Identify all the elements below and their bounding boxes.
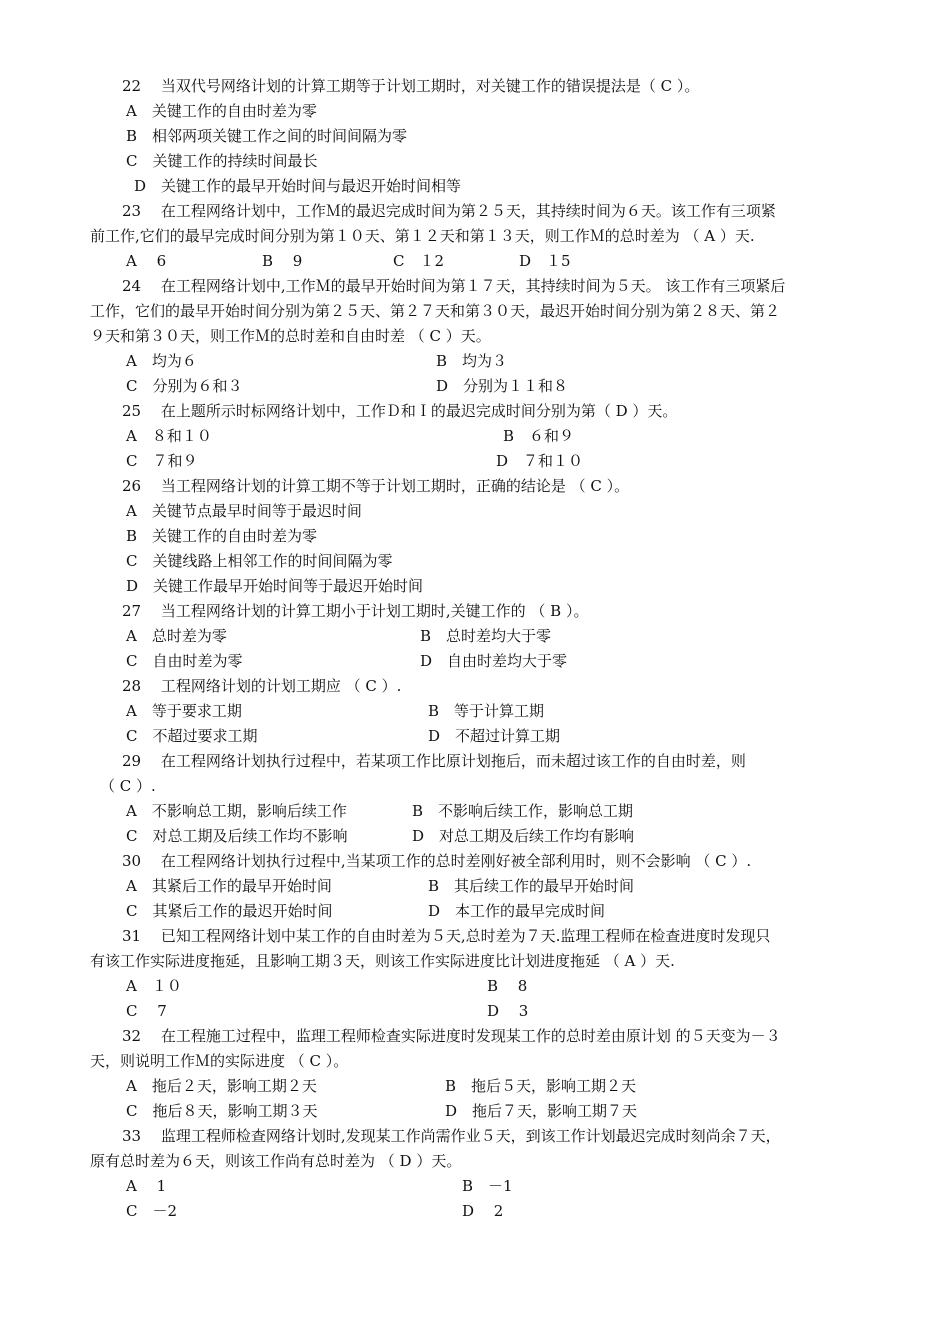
question-22-option-a: A 关键工作的自由时差为零: [126, 102, 317, 120]
question-33-option-b: B －1: [462, 1177, 513, 1195]
question-23-option-d: D １5: [519, 252, 571, 270]
question-26-option-b: B 关键工作的自由时差为零: [126, 527, 318, 545]
question-24-stem-line-1: 24 在工程网络计划中,工作Ｍ的最早开始时间为第１７天，其持续时间为５天。 该工作有三项紧后: [122, 277, 786, 295]
question-26-stem: 26 当工程网络计划的计算工期不等于计划工期时，正确的结论是 （ C ）。: [122, 477, 630, 495]
question-23-option-c: C １2: [393, 252, 445, 270]
question-32-stem-line-1: 32 在工程施工过程中，监理工程师检查实际进度时发现某工作的总时差由原计划 的５天变为－３: [122, 1027, 781, 1045]
question-33-stem-line-2: 原有总时差为６天，则该工作尚有总时差为 （ D ）天。: [90, 1152, 462, 1170]
question-25-option-d: D ７和１０: [496, 452, 584, 470]
question-30-stem: 30 在工程网络计划执行过程中,当某项工作的总时差刚好被全部利用时，则不会影响 （ C ）.: [122, 852, 752, 870]
question-26-option-d: D 关键工作最早开始时间等于最迟开始时间: [126, 577, 424, 595]
question-25-option-a: A ８和１０: [126, 427, 212, 445]
question-32-option-a: A 拖后２天，影响工期２天: [126, 1077, 317, 1095]
question-27-stem: 27 当工程网络计划的计算工期小于计划工期时,关键工作的 （ B ）。: [122, 602, 589, 620]
question-31-stem-line-1: 31 已知工程网络计划中某工作的自由时差为５天,总时差为７天.监理工程师在检查进度时发现只: [122, 927, 771, 945]
question-32-option-c: C 拖后８天，影响工期３天: [126, 1102, 318, 1120]
question-32-stem-line-2: 天，则说明工作Ｍ的实际进度 （ C ）。: [90, 1052, 349, 1070]
question-27-option-b: B 总时差均大于零: [420, 627, 552, 645]
question-32-option-b: B 拖后５天，影响工期２天: [445, 1077, 637, 1095]
question-31-stem-line-2: 有该工作实际进度拖延，且影响工期３天，则该工作实际进度比计划进度拖延 （ A ）天.: [90, 952, 675, 970]
question-31-option-a: A １０: [126, 977, 182, 995]
question-24-option-d: D 分别为１１和８: [436, 377, 569, 395]
question-24-option-a: A 均为６: [126, 352, 197, 370]
question-29-option-d: D 对总工期及后续工作均有影响: [412, 827, 635, 845]
question-27-option-a: A 总时差为零: [126, 627, 227, 645]
question-23-stem-line-2: 前工作,它们的最早完成时间分别为第１０天、第１２天和第１３天，则工作Ｍ的总时差为 （ A ）天.: [90, 227, 755, 245]
question-29-option-a: A 不影响总工期，影响后续工作: [126, 802, 347, 820]
question-24-stem-line-2: 工作，它们的最早开始时间分别为第２５天、第２７天和第３０天，最迟开始时间分别为第２８天、第２: [90, 302, 781, 320]
question-28-stem: 28 工程网络计划的计划工期应 （ C ）.: [122, 677, 402, 695]
question-23-option-a: A 6: [126, 252, 167, 270]
question-31-option-d: D 3: [487, 1002, 529, 1020]
question-33-option-c: C －2: [126, 1202, 178, 1220]
question-29-option-b: B 不影响后续工作，影响总工期: [412, 802, 634, 820]
question-29-option-c: C 对总工期及后续工作均不影响: [126, 827, 348, 845]
question-30-option-b: B 其后续工作的最早开始时间: [428, 877, 635, 895]
question-33-option-a: A 1: [126, 1177, 167, 1195]
question-25-option-c: C ７和９: [126, 452, 198, 470]
question-28-option-d: D 不超过计算工期: [428, 727, 561, 745]
question-28-option-a: A 等于要求工期: [126, 702, 242, 720]
question-29-stem-line-1: 29 在工程网络计划执行过程中，若某项工作比原计划拖后，而未超过该工作的自由时差，则: [122, 752, 746, 770]
question-22-option-d: D 关键工作的最早开始时间与最迟开始时间相等: [134, 177, 462, 195]
question-23-option-b: B 9: [262, 252, 303, 270]
question-33-stem-line-1: 33 监理工程师检查网络计划时,发现某工作尚需作业５天，到该工作计划最迟完成时刻尚余７天，: [122, 1127, 781, 1145]
question-22-option-c: C 关键工作的持续时间最长: [126, 152, 318, 170]
question-26-option-a: A 关键节点最早时间等于最迟时间: [126, 502, 362, 520]
question-28-option-c: C 不超过要求工期: [126, 727, 258, 745]
question-24-stem-line-3: ９天和第３０天，则工作Ｍ的总时差和自由时差 （ C ）天。: [90, 327, 491, 345]
question-23-stem-line-1: 23 在工程网络计划中，工作Ｍ的最迟完成时间为第２５天，其持续时间为６天。该工作有三项紧: [122, 202, 776, 220]
question-30-option-a: A 其紧后工作的最早开始时间: [126, 877, 332, 895]
question-27-option-c: C 自由时差为零: [126, 652, 243, 670]
question-33-option-d: D 2: [462, 1202, 504, 1220]
question-31-option-c: C 7: [126, 1002, 167, 1020]
question-22-stem: 22 当双代号网络计划的计算工期等于计划工期时，对关键工作的错误提法是（ C ）。: [122, 77, 700, 95]
question-31-option-b: B 8: [487, 977, 528, 995]
question-27-option-d: D 自由时差均大于零: [420, 652, 568, 670]
question-26-option-c: C 关键线路上相邻工作的时间间隔为零: [126, 552, 393, 570]
question-24-option-b: B 均为３: [436, 352, 508, 370]
question-32-option-d: D 拖后７天，影响工期７天: [445, 1102, 638, 1120]
question-24-option-c: C 分别为６和３: [126, 377, 243, 395]
question-25-option-b: B ６和９: [503, 427, 575, 445]
question-25-stem: 25 在上题所示时标网络计划中，工作Ｄ和Ｉ的最迟完成时间分别为第（ D ）天。: [122, 402, 678, 420]
question-29-stem-line-2: （ C ）.: [100, 777, 156, 795]
question-28-option-b: B 等于计算工期: [428, 702, 545, 720]
question-30-option-d: D 本工作的最早完成时间: [428, 902, 606, 920]
question-22-option-b: B 相邻两项关键工作之间的时间间隔为零: [126, 127, 408, 145]
question-30-option-c: C 其紧后工作的最迟开始时间: [126, 902, 333, 920]
